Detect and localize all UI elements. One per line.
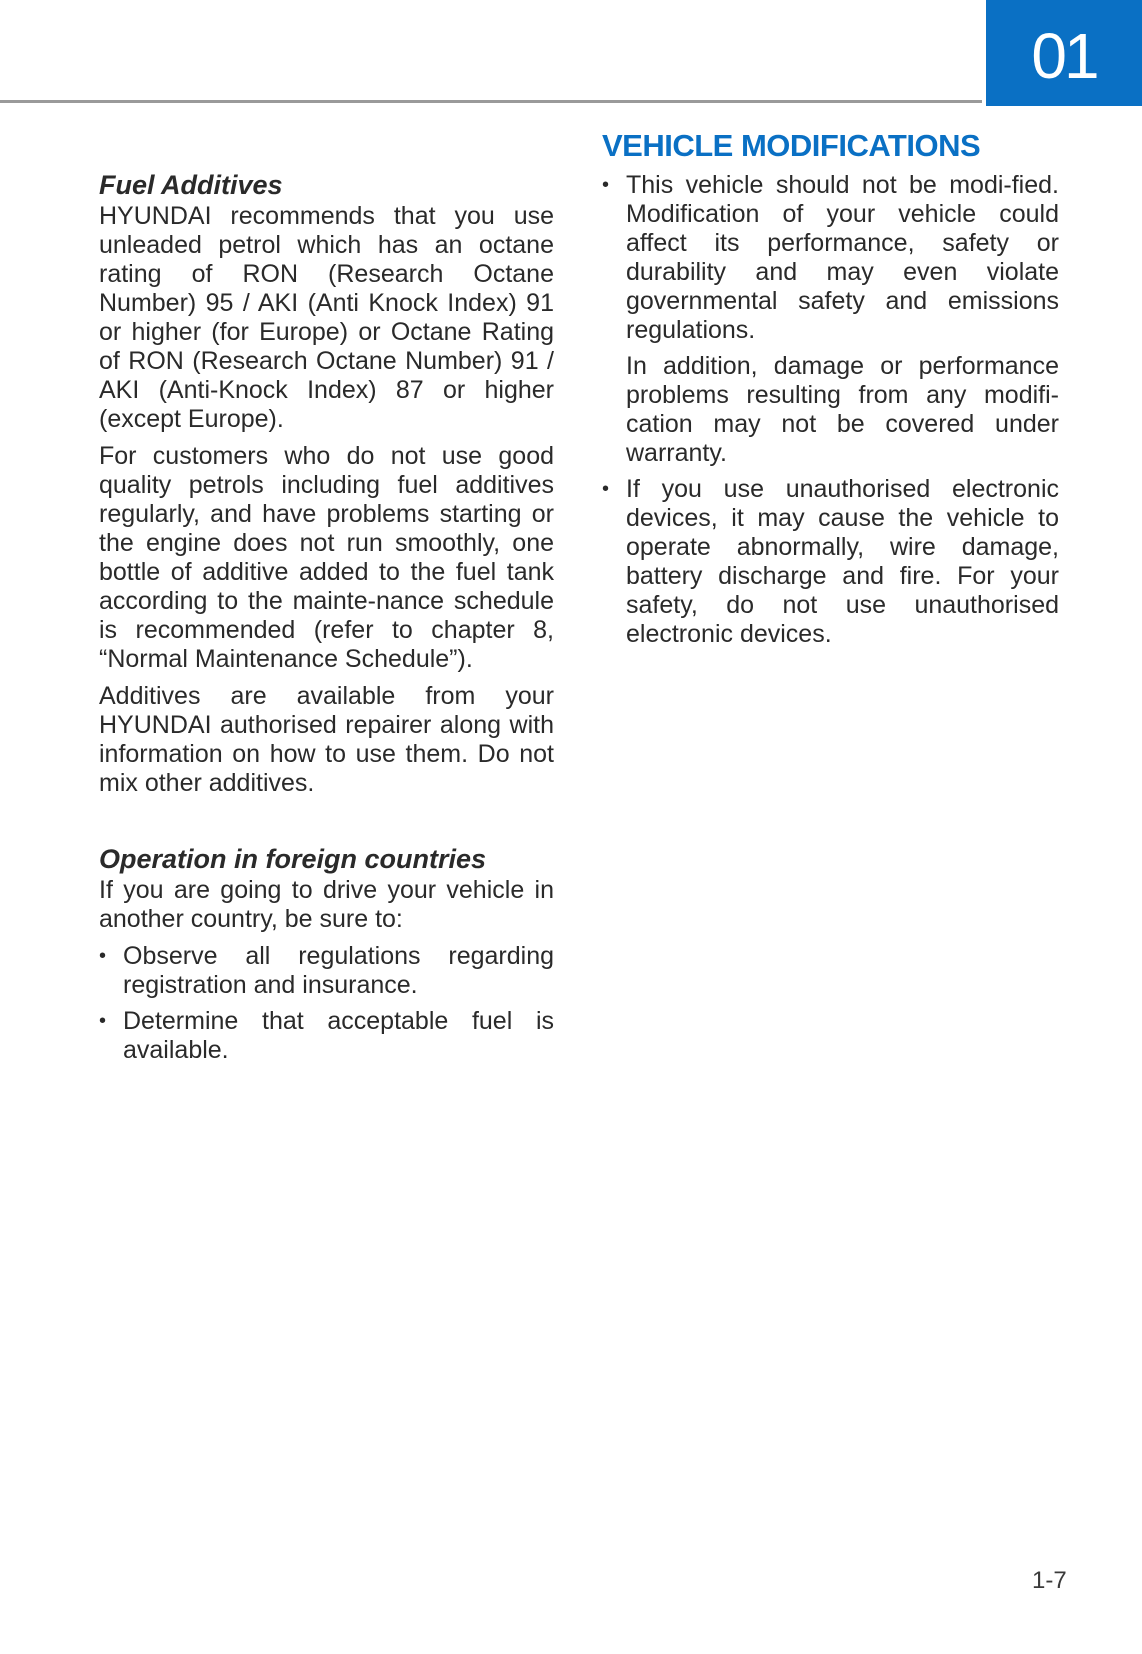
list-item-text: Determine that acceptable fuel is available. [123,1007,554,1064]
bullet-icon: • [602,478,610,500]
list-item-text: This vehicle should not be modi-fied. Modification of your vehicle could affect its performance, safety or durability and may even violate governmental safety and emissions regulations. [626,171,1059,344]
chapter-tab [986,0,1142,106]
fuel-additives-section [99,168,554,806]
list-item [602,475,1059,649]
list-item [99,1007,554,1065]
foreign-countries-intro: If you are going to drive your vehicle in another country, be sure to: [99,876,554,933]
fuel-additives-paragraph-1: HYUNDAI recommends that you use unleaded petrol which has an octane rating of RON (Research Octane Number) 95 / AKI (Anti Knock Index) 91 or higher (for Europe) or Octane Rating of RON (Research Octane Number) 91 / AKI (Anti-Knock Index) 87 or higher (except Europe). [99,202,554,433]
vehicle-modifications-title: VEHICLE MODIFICATIONS [602,128,981,163]
page-number: 1-7 [1032,1567,1067,1594]
foreign-countries-list [99,942,554,1065]
bullet-icon: • [99,945,107,967]
bullet-icon: • [99,1010,107,1032]
fuel-additives-paragraph-3: Additives are available from your HYUNDAI authorised repairer along with information on how to use them. Do not mix other additives. [99,682,554,797]
foreign-countries-heading: Operation in foreign countries [99,844,487,874]
fuel-additives-heading: Fuel Additives [99,170,283,200]
fuel-additives-paragraph-2: For customers who do not use good quality petrols including fuel additives regularly, and have problems starting or the engine does not run smoothly, one bottle of additive added to the fuel tank according to the mainte-nance schedule is recommended (refer to chapter 8, “Normal Maintenance Schedule”). [99,442,554,673]
vehicle-modifications-section [602,171,1059,656]
list-item-text: Observe all regulations regarding registration and insurance. [123,942,554,999]
foreign-countries-section [99,842,554,1072]
vehicle-modifications-list [602,171,1059,649]
list-item-text: If you use unauthorised electronic devices, it may cause the vehicle to operate abnormally, wire damage, battery discharge and fire. For your safety, do not use unauthorised electronic devices. [626,475,1059,648]
list-item [99,942,554,1000]
list-item-continuation: In addition, damage or performance problems resulting from any modifi-cation may not be covered under warranty. [626,352,1059,467]
bullet-icon: • [602,174,610,196]
list-item [602,171,1059,468]
chapter-number: 01 [1031,20,1097,92]
header-rule [0,100,982,103]
